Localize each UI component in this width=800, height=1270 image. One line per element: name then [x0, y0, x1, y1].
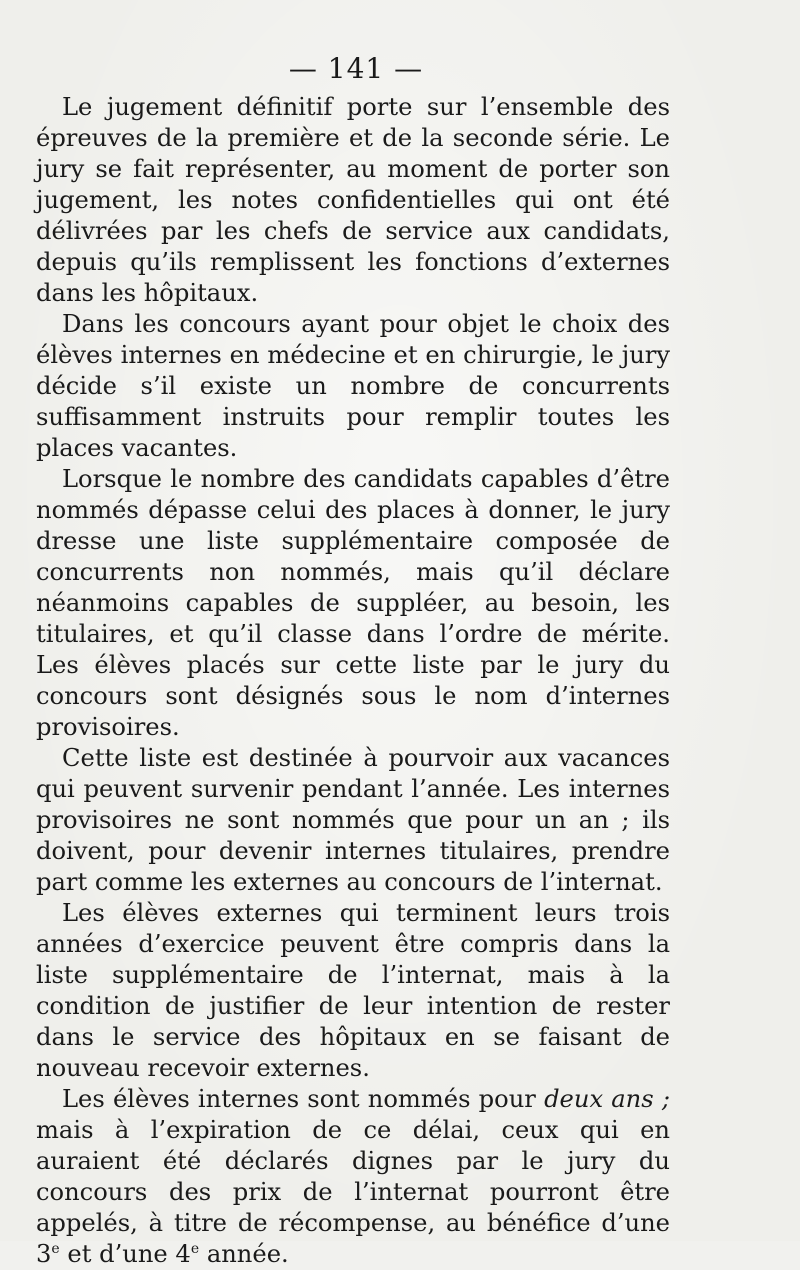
paragraph-6-part-2: mais à l’expiration de ce délai, ceux qui en auraient été déclarés dignes par le jury du concours des prix de l’internat pourront être appelés, à titre de récompense, au bénéfice d’une 3 [36, 1116, 670, 1268]
paragraph-6-part-1: Les élèves internes sont nommés pour [62, 1085, 545, 1113]
paragraph-4: Cette liste est destinée à pourvoir aux vacances qui peuvent survenir pendant l’année. Les internes provisoires ne sont nommés que pour un an ; ils doivent, pour devenir internes titulaires, prendre part comme les externes au concours de l’internat. [36, 744, 670, 896]
page-number: — 141 — [288, 52, 424, 85]
paragraph-6-emphasis: deux ans ; [544, 1085, 671, 1113]
paragraph-5: Les élèves externes qui terminent leurs trois années d’exercice peuvent être compris dans la liste supplémentaire de l’internat, mais à la condition de justifier de leur intention de rester dans le service des hôpitaux en se faisant de nouveau recevoir externes. [36, 899, 670, 1082]
paragraph-6-part-3: et d’une 4 [59, 1240, 191, 1268]
paragraph-3: Lorsque le nombre des candidats capables d’être nommés dépasse celui des places à donner, le jury dresse une liste supplémentaire composée de concurrents non nommés, mais qu’il déclare néanmoins capables de suppléer, au besoin, les titulaires, et qu’il classe dans l’ordre de mérite. Les élèves placés sur cette liste par le jury du concours sont désignés sous le nom d’internes provisoires. [36, 465, 670, 741]
paragraph-2: Dans les concours ayant pour objet le choix des élèves internes en médecine et en chirurgie, le jury décide s’il existe un nombre de concurrents suffisamment instruits pour remplir toutes les places vacantes. [36, 310, 670, 462]
body-text [36, 92, 670, 1270]
ordinal-suffix-4: e [190, 1241, 200, 1257]
ordinal-suffix-3: e [51, 1241, 60, 1257]
paragraph-6-part-4: année. [199, 1240, 289, 1268]
paragraph-1: Le jugement définitif porte sur l’ensemble des épreuves de la première et de la seconde série. Le jury se fait représenter, au moment de porter son jugement, les notes confidentielles qui ont été délivrées par les chefs de service aux candidats, depuis qu’ils remplissent les fonctions d’externes dans les hôpitaux. [36, 93, 670, 307]
paragraph-6 [36, 1084, 670, 1270]
